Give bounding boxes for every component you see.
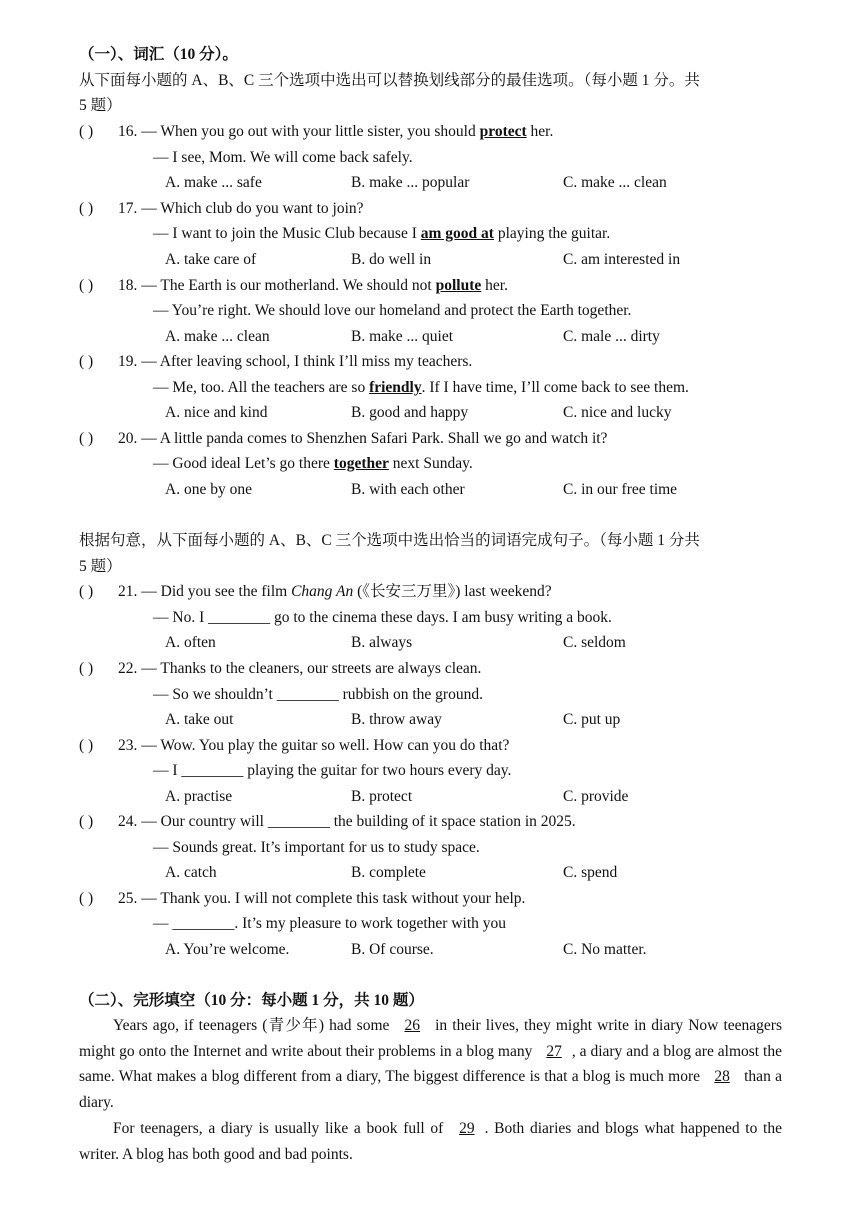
- underlined-word: together: [333, 455, 389, 472]
- option-a-16[interactable]: A. make ... safe: [165, 174, 262, 191]
- question-text: — A little panda comes to Shenzhen Safari Park. Shall we go and watch it?: [141, 430, 608, 447]
- option-a-19[interactable]: A. nice and kind: [165, 404, 268, 421]
- question-number: 25.: [118, 890, 138, 907]
- question-text: — Which club do you want to join?: [141, 200, 364, 217]
- option-c-25[interactable]: C. No matter.: [563, 941, 647, 958]
- passage-text: Years ago, if teenagers (青少年) had some: [113, 1017, 395, 1034]
- passage-text: , a diary and a blog are almost the same. What makes a blog different from a diary, The biggest difference is that a blog is much more: [79, 1042, 782, 1086]
- answer-blank-24[interactable]: ( ): [79, 813, 94, 830]
- question-23: [118, 736, 509, 756]
- passage-text: in their lives, they might write in diary Now teenagers might go onto the Internet and write about their problems in a blog many: [79, 1017, 782, 1060]
- question-text: — Thanks to the cleaners, our streets are always clean.: [141, 660, 482, 677]
- answer-blank-23[interactable]: ( ): [79, 737, 94, 754]
- response-25: — ________. It’s my pleasure to work together with you: [153, 915, 507, 932]
- underlined-word: protect: [479, 123, 527, 140]
- question-text: — When you go out with your little sister, you should: [141, 123, 480, 140]
- response-text: playing the guitar.: [493, 225, 611, 242]
- question-number: 22.: [118, 660, 138, 677]
- option-a-24[interactable]: A. catch: [165, 864, 217, 881]
- option-b-25[interactable]: B. Of course.: [351, 941, 434, 958]
- question-text: — Our country will ________ the building of it space station in 2025.: [141, 813, 576, 830]
- response-text: next Sunday.: [388, 455, 473, 472]
- option-a-20[interactable]: A. one by one: [165, 481, 252, 498]
- underlined-word: pollute: [435, 277, 482, 294]
- question-number: 16.: [118, 123, 138, 140]
- option-b-23[interactable]: B. protect: [351, 788, 413, 805]
- option-c-22[interactable]: C. put up: [563, 711, 621, 728]
- section-1-part-2-instructions-cont: 5 题）: [79, 558, 122, 575]
- response-16: — I see, Mom. We will come back safely.: [153, 149, 413, 166]
- option-c-20[interactable]: C. in our free time: [563, 481, 678, 498]
- response-20: [153, 454, 473, 474]
- option-a-23[interactable]: A. practise: [165, 788, 233, 805]
- question-text: her.: [526, 123, 554, 140]
- cloze-paragraph-2: [79, 1116, 782, 1167]
- question-number: 17.: [118, 200, 138, 217]
- option-a-22[interactable]: A. take out: [165, 711, 234, 728]
- answer-blank-21[interactable]: ( ): [79, 583, 94, 600]
- option-c-19[interactable]: C. nice and lucky: [563, 404, 672, 421]
- answer-blank-16[interactable]: ( ): [79, 123, 94, 140]
- section-1-part-2-instructions: 根据句意，从下面每小题的 A、B、C 三个选项中选出恰当的词语完成句子。（每小题 1 分共: [79, 532, 700, 549]
- option-b-24[interactable]: B. complete: [351, 864, 426, 881]
- passage-text: . Both diaries and blogs what happened to the writer. A blog has both good and bad points.: [79, 1120, 782, 1163]
- cloze-blank-28[interactable]: 28: [714, 1068, 730, 1086]
- question-text: (《长安三万里》) last weekend?: [353, 583, 552, 600]
- question-21: [118, 582, 552, 602]
- response-text: . If I have time, I’ll come back to see them.: [421, 379, 689, 396]
- question-number: 24.: [118, 813, 138, 830]
- answer-blank-18[interactable]: ( ): [79, 277, 94, 294]
- question-24: [118, 812, 576, 832]
- option-a-18[interactable]: A. make ... clean: [165, 328, 270, 345]
- cloze-paragraph-1: [79, 1013, 782, 1115]
- cloze-blank-29[interactable]: 29: [459, 1120, 475, 1137]
- option-b-20[interactable]: B. with each other: [351, 481, 465, 498]
- question-number: 18.: [118, 277, 138, 294]
- question-number: 19.: [118, 353, 138, 370]
- option-c-16[interactable]: C. make ... clean: [563, 174, 667, 191]
- cloze-blank-27[interactable]: 27: [546, 1042, 562, 1060]
- question-text: her.: [481, 277, 508, 294]
- answer-blank-20[interactable]: ( ): [79, 430, 94, 447]
- answer-blank-22[interactable]: ( ): [79, 660, 94, 677]
- passage-text: For teenagers, a diary is usually like a book full of: [113, 1120, 450, 1137]
- option-b-18[interactable]: B. make ... quiet: [351, 328, 454, 345]
- response-19: [153, 378, 689, 398]
- question-text: — Thank you. I will not complete this task without your help.: [141, 890, 526, 907]
- option-a-21[interactable]: A. often: [165, 634, 216, 651]
- film-title: Chang An: [291, 583, 354, 600]
- cloze-blank-26[interactable]: 26: [404, 1017, 420, 1034]
- section-1-instructions: 从下面每小题的 A、B、C 三个选项中选出可以替换划线部分的最佳选项。（每小题 1 分。共: [79, 72, 700, 89]
- question-number: 20.: [118, 430, 138, 447]
- option-a-17[interactable]: A. take care of: [165, 251, 257, 268]
- passage-text: than a diary.: [79, 1068, 782, 1111]
- response-text: — Good ideal Let’s go there: [153, 455, 334, 472]
- question-22: [118, 659, 481, 679]
- question-number: 23.: [118, 737, 138, 754]
- underlined-word: am good at: [420, 225, 494, 242]
- response-text: — Me, too. All the teachers are so: [153, 379, 370, 396]
- option-b-19[interactable]: B. good and happy: [351, 404, 469, 421]
- response-24: — Sounds great. It’s important for us to study space.: [153, 839, 480, 856]
- response-17: [153, 224, 610, 244]
- option-b-22[interactable]: B. throw away: [351, 711, 442, 728]
- question-text: — After leaving school, I think I’ll miss my teachers.: [141, 353, 473, 370]
- option-c-17[interactable]: C. am interested in: [563, 251, 681, 268]
- option-c-21[interactable]: C. seldom: [563, 634, 626, 651]
- section-1-instructions-cont: 5 题）: [79, 97, 122, 114]
- response-18: — You’re right. We should love our homeland and protect the Earth together.: [153, 302, 632, 319]
- option-c-18[interactable]: C. male ... dirty: [563, 328, 660, 345]
- question-text: — Wow. You play the guitar so well. How can you do that?: [141, 737, 510, 754]
- answer-blank-19[interactable]: ( ): [79, 353, 94, 370]
- answer-blank-17[interactable]: ( ): [79, 200, 94, 217]
- question-18: [118, 276, 508, 296]
- question-text: — The Earth is our motherland. We should not: [141, 277, 436, 294]
- option-b-21[interactable]: B. always: [351, 634, 413, 651]
- section-1-heading: （一）、词汇（10 分）。: [79, 46, 238, 63]
- response-21: — No. I ________ go to the cinema these days. I am busy writing a book.: [153, 609, 612, 626]
- answer-blank-25[interactable]: ( ): [79, 890, 94, 907]
- option-b-16[interactable]: B. make ... popular: [351, 174, 470, 191]
- option-a-25[interactable]: A. You’re welcome.: [165, 941, 290, 958]
- question-17: [118, 199, 364, 219]
- question-19: [118, 352, 472, 372]
- option-c-23[interactable]: C. provide: [563, 788, 629, 805]
- option-c-24[interactable]: C. spend: [563, 864, 618, 881]
- question-20: [118, 429, 607, 449]
- question-25: [118, 889, 525, 909]
- underlined-word: friendly: [369, 379, 422, 396]
- response-23: — I ________ playing the guitar for two hours every day.: [153, 762, 512, 779]
- question-16: [118, 122, 553, 142]
- question-text: — Did you see the film: [141, 583, 292, 600]
- response-22: — So we shouldn’t ________ rubbish on the ground.: [153, 686, 483, 703]
- section-2-heading: （二）、完形填空（10 分：每小题 1 分，共 10 题）: [79, 992, 424, 1009]
- response-text: — I want to join the Music Club because I: [153, 225, 421, 242]
- option-b-17[interactable]: B. do well in: [351, 251, 432, 268]
- question-number: 21.: [118, 583, 138, 600]
